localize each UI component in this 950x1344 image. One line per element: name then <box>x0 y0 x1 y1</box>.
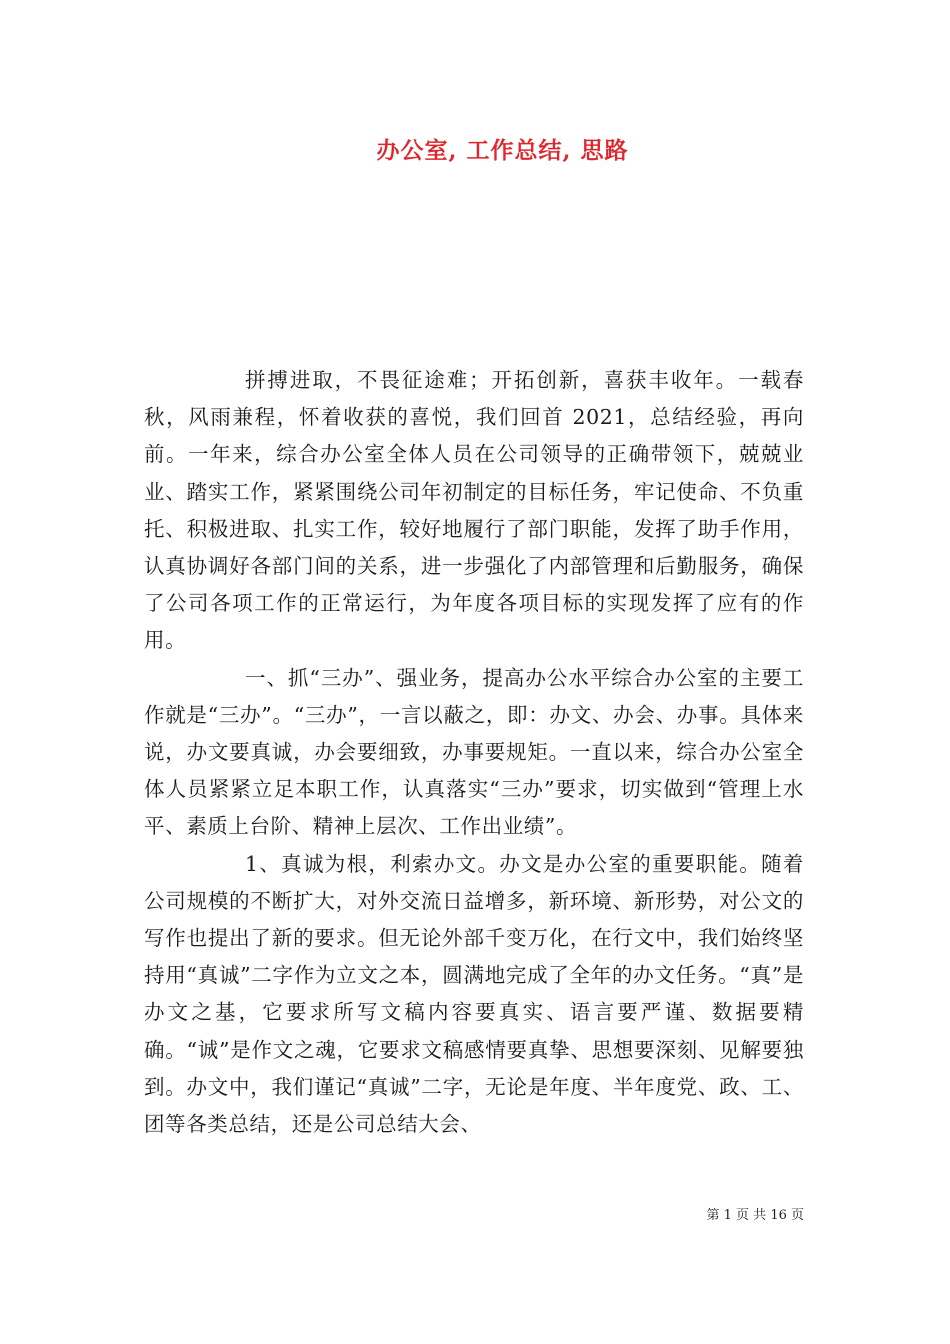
paragraph-intro: 拼搏进取，不畏征途难；开拓创新，喜获丰收年。一载春秋，风雨兼程，怀着收获的喜悦，我们回首 2021，总结经验，再向前。一年来，综合办公室全体人员在公司领导的正确带领下，兢兢业业、踏实工作，紧紧围绕公司年初制定的目标任务，牢记使命、不负重托、积极进取、扎实工作，较好地履行了部门职能，发挥了助手作用，认真协调好各部门间的关系，进一步强化了内部管理和后勤服务，确保了公司各项工作的正常运行，为年度各项目标的实现发挥了应有的作用。 <box>144 368 804 653</box>
document-body <box>144 362 804 1143</box>
document-title: 办公室, 工作总结, 思路 <box>376 137 629 164</box>
page-number-footer: 第 1 页 共 16 页 <box>706 1208 804 1223</box>
paragraph-item-one: 1、真诚为根，利索办文。办文是办公室的重要职能。随着公司规模的不断扩大，对外交流日益增多，新环境、新形势，对公文的写作也提出了新的要求。但无论外部千变万化，在行文中，我们始终坚持用“真诚”二字作为立文之本，圆满地完成了全年的办文任务。“真”是办文之基，它要求所写文稿内容要真实、语言要严谨、数据要精确。“诚”是作文之魂，它要求文稿感情要真挚、思想要深刻、见解要独到。办文中，我们谨记“真诚”二字，无论是年度、半年度党、政、工、团等各类总结，还是公司总结大会、 <box>144 851 804 1137</box>
paragraph-section-one: 一、抓“三办”、强业务，提高办公水平综合办公室的主要工作就是“三办”。“三办”，一言以蔽之，即：办文、办会、办事。具体来说，办文要真诚，办会要细致，办事要规矩。一直以来，综合办公室全体人员紧紧立足本职工作，认真落实“三办”要求，切实做到“管理上水平、素质上台阶、精神上层次、工作出业绩”。 <box>144 665 804 839</box>
